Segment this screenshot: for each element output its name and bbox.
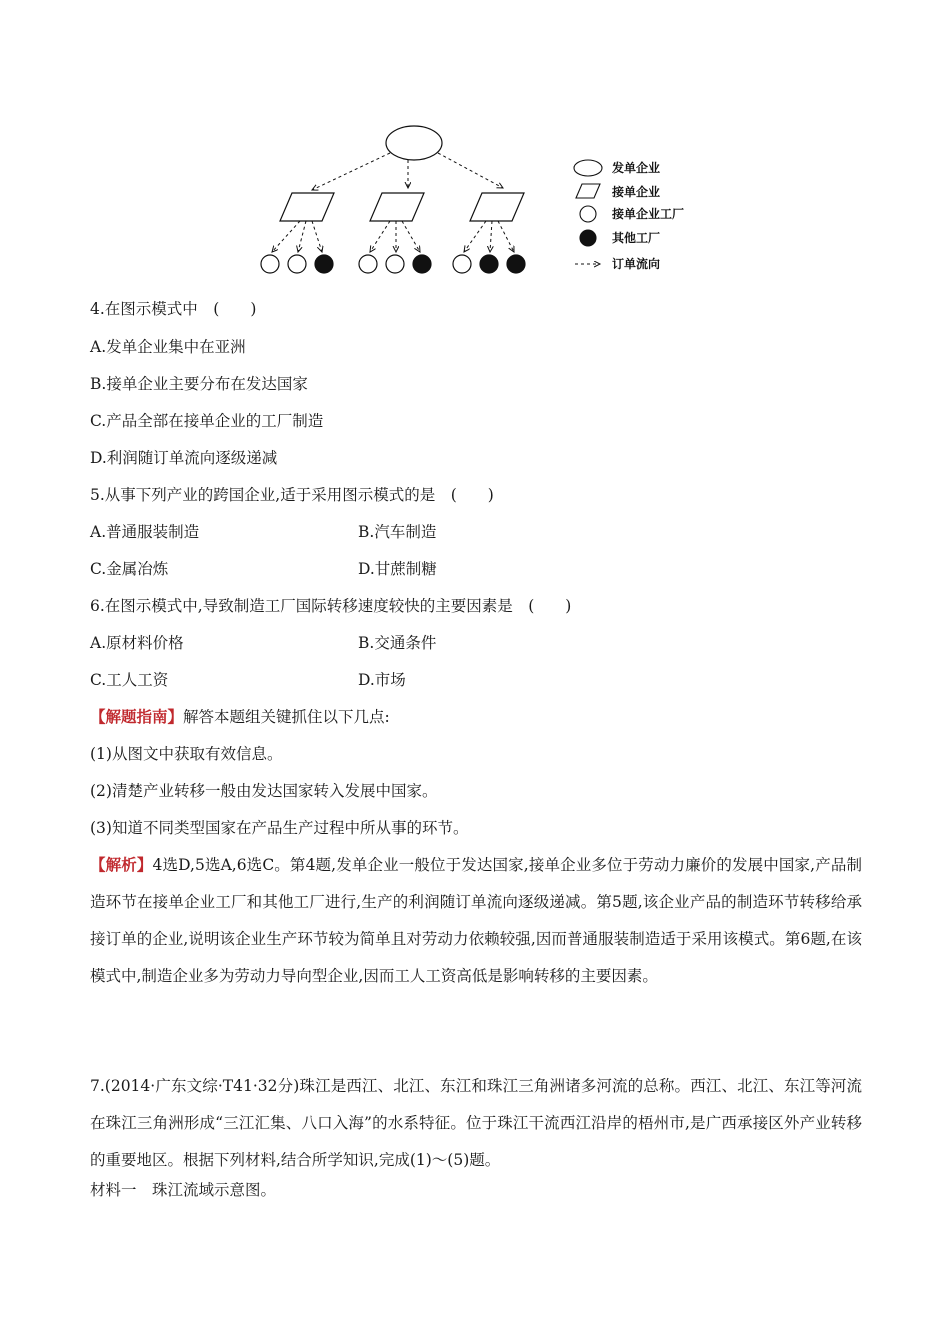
legend-label: 订单流向 bbox=[612, 257, 661, 271]
other-factory-node bbox=[480, 255, 498, 273]
q6-option-c: C.工人工资 bbox=[90, 671, 169, 689]
other-factory-node bbox=[413, 255, 431, 273]
contractor-factory-node bbox=[261, 255, 279, 273]
order-flow-diagram bbox=[250, 118, 710, 283]
contractor-factory-node bbox=[386, 255, 404, 273]
q4-option-c: C.产品全部在接单企业的工厂制造 bbox=[90, 412, 324, 430]
legend-label: 发单企业 bbox=[612, 161, 661, 175]
q6-stem: 6.在图示模式中,导致制造工厂国际转移速度较快的主要因素是 ( ) bbox=[90, 597, 572, 615]
contractor-node-3 bbox=[470, 193, 524, 221]
q6-option-d: D.市场 bbox=[358, 671, 406, 689]
legend-parallelogram-icon bbox=[576, 184, 600, 198]
guide-point-3: (3)知道不同类型国家在产品生产过程中所从事的环节。 bbox=[90, 819, 469, 837]
q7-material-1: 材料一 珠江流域示意图。 bbox=[90, 1181, 277, 1199]
contractor-factory-node bbox=[288, 255, 306, 273]
q4-option-a: A.发单企业集中在亚洲 bbox=[90, 338, 246, 356]
legend-label: 接单企业 bbox=[612, 185, 661, 199]
guide-intro: 解答本题组关键抓住以下几点: bbox=[183, 708, 390, 726]
q7-stem: 7.(2014·广东文综·T41·32分)珠江是西江、北江、东江和珠江三角洲诸多河流的总称。西江、北江、东江等河流在珠江三角洲形成“三江汇集、八口入海”的水系特征。位于珠江干流西江沿岸的梧州市,是广西承接区外产业转移的重要地区。根据下列材料,结合所学知识,完成(1)～(5)题。 bbox=[90, 1077, 862, 1169]
q4-option-d: D.利润随订单流向逐级递减 bbox=[90, 449, 278, 467]
q5-option-a: A.普通服装制造 bbox=[90, 523, 200, 541]
legend-filled-circle-icon bbox=[580, 230, 596, 246]
guide-heading bbox=[90, 707, 390, 727]
legend-ellipse-icon bbox=[574, 160, 602, 176]
legend-open-circle-icon bbox=[580, 206, 596, 222]
legend-label: 其他工厂 bbox=[612, 231, 661, 245]
guide-point-1: (1)从图文中获取有效信息。 bbox=[90, 745, 283, 763]
guide-tag: 【解题指南】 bbox=[90, 707, 184, 726]
q4-stem: 4.在图示模式中 ( ) bbox=[90, 300, 257, 318]
q6-option-b: B.交通条件 bbox=[358, 634, 437, 652]
contractor-node-2 bbox=[370, 193, 424, 221]
q5-stem: 5.从事下列产业的跨国企业,适于采用图示模式的是 ( ) bbox=[90, 486, 494, 504]
guide-point-2: (2)清楚产业转移一般由发达国家转入发展中国家。 bbox=[90, 782, 438, 800]
contractor-node-1 bbox=[280, 193, 334, 221]
q4-option-b: B.接单企业主要分布在发达国家 bbox=[90, 375, 308, 393]
legend bbox=[574, 160, 684, 271]
issuing-enterprise-node bbox=[386, 126, 442, 160]
q5-option-d: D.甘蔗制糖 bbox=[358, 560, 437, 578]
q5-option-b: B.汽车制造 bbox=[358, 523, 437, 541]
contractor-factory-node bbox=[453, 255, 471, 273]
legend-label: 接单企业工厂 bbox=[612, 207, 685, 221]
other-factory-node bbox=[315, 255, 333, 273]
analysis-tag: 【解析】 bbox=[90, 855, 153, 874]
q5-option-c: C.金属冶炼 bbox=[90, 560, 169, 578]
contractor-factory-node bbox=[359, 255, 377, 273]
q6-option-a: A.原材料价格 bbox=[90, 634, 184, 652]
analysis-text: 4选D,5选A,6选C。第4题,发单企业一般位于发达国家,接单企业多位于劳动力廉价的发展中国家,产品制造环节在接单企业工厂和其他工厂进行,生产的利润随订单流向逐级递减。第5题,该企业产品的制造环节转移给承接订单的企业,说明该企业生产环节较为简单且对劳动力依赖较强,因而普通服装制造适于采用该模式。第6题,在该模式中,制造企业多为劳动力导向型企业,因而工人工资高低是影响转移的主要因素。 bbox=[90, 856, 862, 985]
other-factory-node bbox=[507, 255, 525, 273]
analysis-paragraph bbox=[90, 846, 862, 995]
